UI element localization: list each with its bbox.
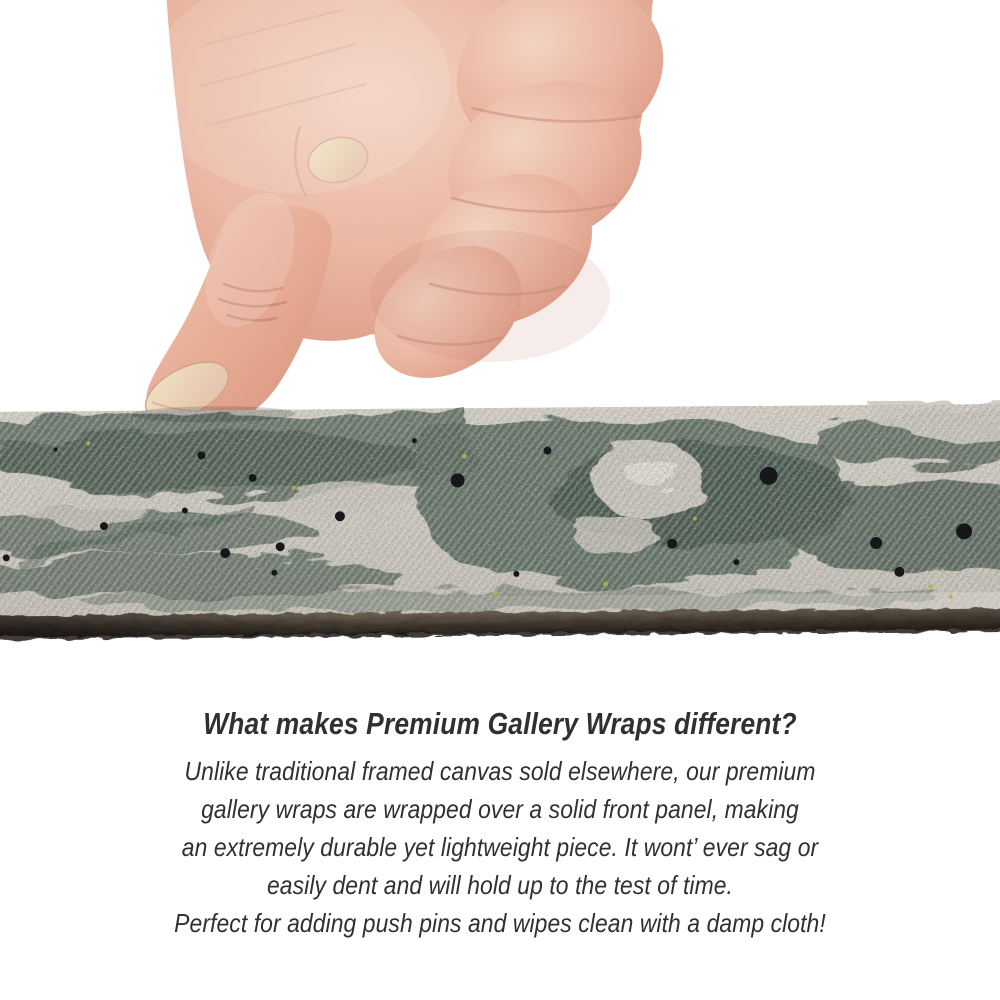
caption-block [0,703,1000,942]
body-line-5: Perfect for adding push pins and wipes clean with a damp cloth! [174,908,826,938]
thumb [136,181,332,430]
body-line-3: an extremely durable yet lightweight piece. It wont’ ever sag or [181,832,819,862]
body-line-1: Unlike traditional framed canvas sold elsewhere, our premium [184,756,816,786]
canvas-face-texture [0,400,1000,618]
body-line-4: easily dent and will hold up to the test of time. [266,870,733,900]
body-line-2: gallery wraps are wrapped over a solid front panel, making [201,794,799,824]
canvas-strip-photo [0,400,1000,648]
canvas-strip-svg [0,400,1000,648]
headline: What makes Premium Gallery Wraps different? [203,706,797,741]
hand-pressing-illustration [0,0,1000,430]
